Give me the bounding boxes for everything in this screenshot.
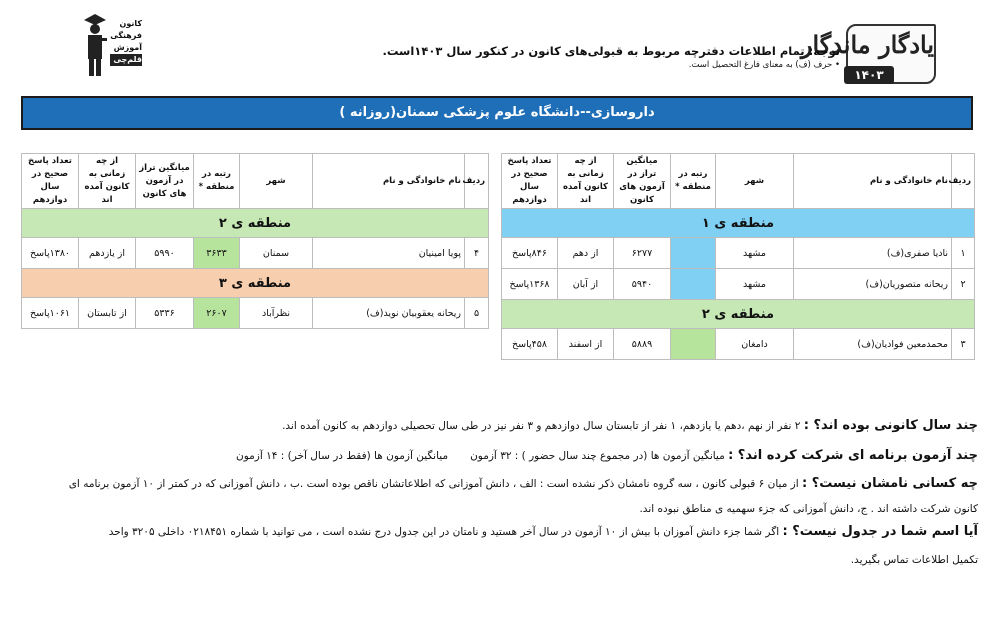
col-rank: رتبه در منطقه *	[194, 154, 240, 209]
info-question: چند آزمون برنامه ای شرکت کرده اند؟ :	[728, 448, 978, 463]
cell-since: از اسفند	[558, 329, 614, 360]
cell-radif: ۴	[465, 238, 489, 269]
cell-radif: ۵	[465, 298, 489, 329]
col-city: شهر	[240, 154, 313, 209]
info-not-listed	[109, 524, 978, 539]
col-name: نام خانوادگی و نام	[313, 154, 465, 209]
cell-name: محمدمعین فوادیان(ف)	[794, 329, 952, 360]
info-missing-cont	[639, 503, 978, 515]
cell-city: مشهد	[716, 269, 794, 300]
cell-radif: ۱	[952, 238, 975, 269]
notice-text: توجه: تمام اطلاعات دفترچه مربوط به قبولی‌های کانون در کنکور سال ۱۴۰۳است.	[382, 44, 840, 58]
info-answer: میانگین آزمون ها (در مجموع چند سال حضور ) : ۳۲ آزمون	[470, 450, 725, 462]
cell-answers: ۱۳۸۰پاسخ	[22, 238, 79, 269]
cell-city: نظرآباد	[240, 298, 313, 329]
cell-radif: ۳	[952, 329, 975, 360]
cell-city: دامغان	[716, 329, 794, 360]
cell-taraz: ۵۹۴۰	[614, 269, 671, 300]
cell-city: سمنان	[240, 238, 313, 269]
table-row	[22, 298, 489, 329]
info-exams	[236, 448, 978, 463]
info-question: آیا اسم شما در جدول نیست؟ :	[782, 524, 978, 539]
cell-taraz: ۵۳۳۶	[136, 298, 194, 329]
cell-rank: ۳۶۳۳	[194, 238, 240, 269]
col-taraz: میانگین تراز در آزمون های کانون	[614, 154, 671, 209]
cell-since: از آبان	[558, 269, 614, 300]
table-row	[22, 238, 489, 269]
info-missing	[69, 476, 978, 491]
cell-radif: ۲	[952, 269, 975, 300]
table-row	[502, 329, 975, 360]
table-row	[502, 269, 975, 300]
region-row	[22, 269, 489, 298]
cell-answers: ۱۰۶۱پاسخ	[22, 298, 79, 329]
left-results-table	[21, 153, 489, 329]
logo-title: یادگار ماندگار	[800, 30, 934, 59]
info-answer: ۲ نفر از نهم ،دهم یا یازدهم، ۱ نفر از تابستان سال دوازدهم و ۳ نفر نیز در طی سال تحصیلی دوازدهم به کانون آمده اند.	[282, 420, 801, 432]
logo-year: ۱۴۰۳	[844, 66, 894, 84]
info-answer: از میان ۶ قبولی کانون ، سه گروه نامشان ذکر نشده است : الف ، دانش آموزانی که اطلاعاتشان ناقص بوده است .ب ، دانش آموزانی که در کمتر از ۱۰ آزمون برنامه ای	[68, 478, 799, 490]
region-label: منطقه ی ۲	[22, 209, 489, 238]
cell-name: پویا امینیان	[313, 238, 465, 269]
right-results-table	[501, 153, 975, 360]
cell-rank: ۲۶۰۷	[194, 298, 240, 329]
col-answers: تعداد پاسخ صحیح در سال دوازدهم	[22, 154, 79, 209]
region-row	[502, 300, 975, 329]
cell-since: از تابستان	[79, 298, 136, 329]
col-since: از چه زمانی به کانون آمده اند	[79, 154, 136, 209]
cell-rank	[671, 269, 716, 300]
cell-city: مشهد	[716, 238, 794, 269]
graduate-icon	[82, 12, 108, 78]
cell-name: ریحانه متصوریان(ف)	[794, 269, 952, 300]
col-city: شهر	[716, 154, 794, 209]
cell-rank	[671, 329, 716, 360]
cell-rank	[671, 238, 716, 269]
col-since: از چه زمانی به کانون آمده اند	[558, 154, 614, 209]
col-rank: رتبه در منطقه *	[671, 154, 716, 209]
kanoon-logo	[78, 8, 144, 82]
col-answers: تعداد پاسخ صحیح در سال دوازدهم	[502, 154, 558, 209]
region-label: منطقه ی ۲	[502, 300, 975, 329]
table-header-row	[22, 154, 489, 209]
info-answer: اگر شما جزء دانش آموزان با بیش از ۱۰ آزمون در سال آخر هستید و نامتان در این جدول درج نشده است ، می توانید با شماره ۰۲۱۸۴۵۱ داخلی ۳۲۰۵ واحد	[108, 526, 780, 538]
cell-taraz: ۵۹۹۰	[136, 238, 194, 269]
cell-name: ریحانه یعقوبیان نوید(ف)	[313, 298, 465, 329]
table-row	[502, 238, 975, 269]
region-row	[502, 209, 975, 238]
cell-taraz: ۶۲۷۷	[614, 238, 671, 269]
yadegar-mandegar-logo	[800, 14, 938, 84]
info-not-listed-cont	[851, 554, 978, 566]
col-radif: ردیف	[465, 154, 489, 209]
cell-since: از یازدهم	[79, 238, 136, 269]
info-question: چند سال کانونی بوده اند؟ :	[803, 418, 978, 433]
table-header-row	[502, 154, 975, 209]
notice-subtext: • حرف (ف) به معنای فارغ التحصیل است.	[688, 60, 840, 70]
cell-answers: ۸۴۶پاسخ	[502, 238, 558, 269]
kanoon-logo-words: کانون فرهنگی آموزش قلم‌چی	[110, 19, 142, 64]
cell-taraz: ۵۸۸۹	[614, 329, 671, 360]
cell-since: از دهم	[558, 238, 614, 269]
program-banner: داروسازی--دانشگاه علوم پزشکی سمنان(روزانه )	[21, 96, 973, 130]
info-question: چه کسانی نامشان نیست؟ :	[802, 476, 978, 491]
col-name: نام خانوادگی و نام	[794, 154, 952, 209]
info-answer: کانون شرکت داشته اند . ج، دانش آموزانی که جزء سهمیه ی مناطق نبوده اند.	[639, 503, 978, 515]
cell-answers: ۴۵۸پاسخ	[502, 329, 558, 360]
col-radif: ردیف	[952, 154, 975, 209]
region-label: منطقه ی ۳	[22, 269, 489, 298]
info-years	[282, 418, 978, 433]
cell-answers: ۱۳۶۸پاسخ	[502, 269, 558, 300]
region-row	[22, 209, 489, 238]
col-taraz: میانگین تراز در آزمون های کانون	[136, 154, 194, 209]
info-answer: میانگین آزمون ها (فقط در سال آخر) : ۱۴ آزمون	[236, 450, 449, 462]
cell-name: نادیا صفری(ف)	[794, 238, 952, 269]
info-answer: تکمیل اطلاعات تماس بگیرید.	[850, 554, 978, 566]
region-label: منطقه ی ۱	[502, 209, 975, 238]
